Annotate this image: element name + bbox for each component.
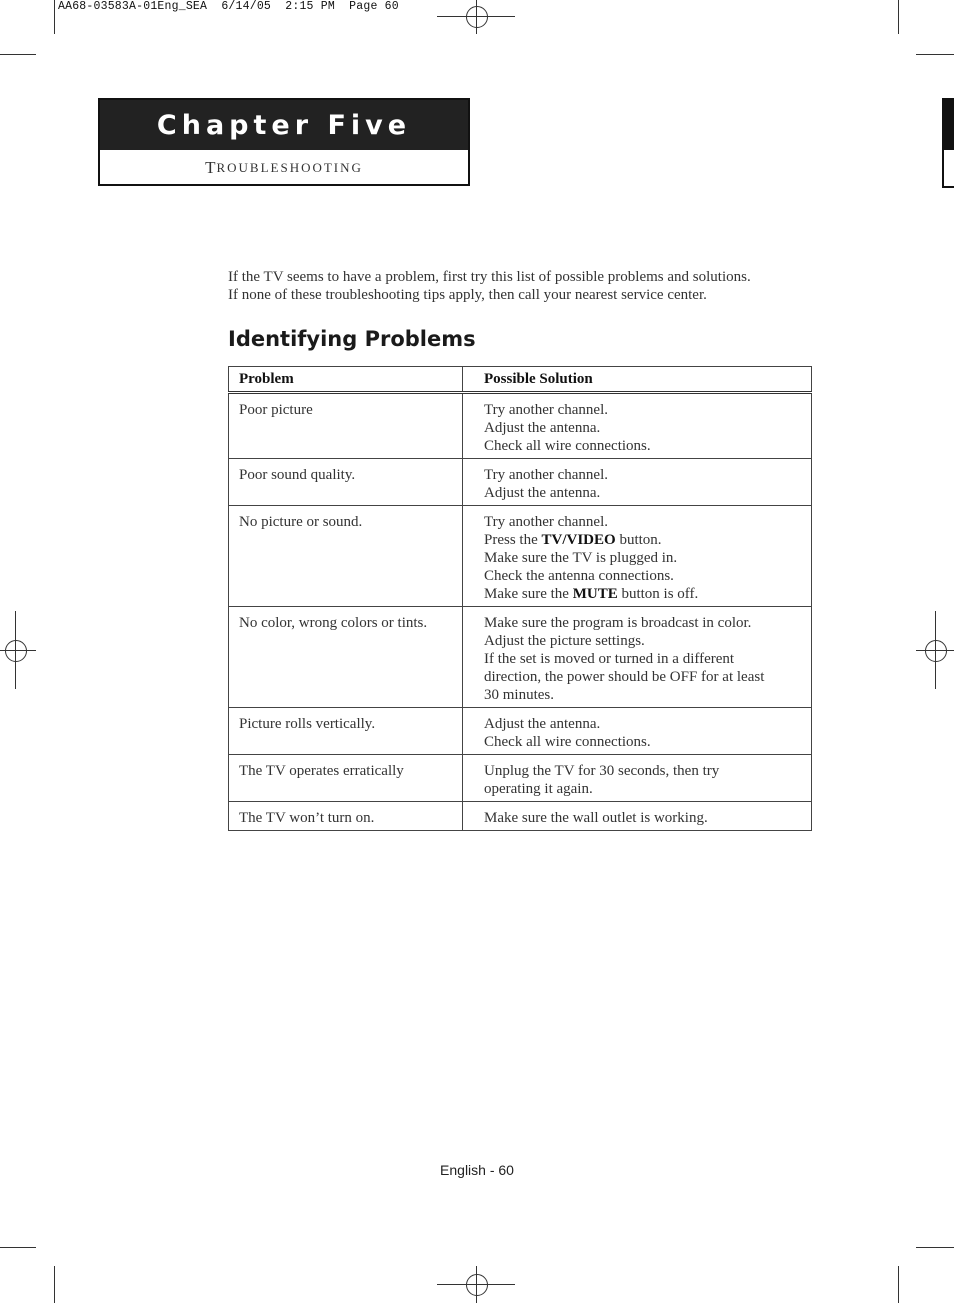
registration-mark-circle: [466, 6, 488, 28]
solution-cell: [463, 708, 812, 755]
solution-line: operating it again.: [484, 781, 593, 797]
crop-mark: [0, 1247, 36, 1248]
solution-line: direction, the power should be OFF for at least: [484, 669, 765, 685]
crop-mark: [898, 1266, 899, 1303]
chapter-subtitle: T ROUBLESHOOTING: [205, 158, 363, 177]
problem-column-header: Problem: [229, 367, 463, 393]
table-row: [229, 393, 812, 459]
troubleshooting-table: [228, 366, 812, 831]
chapter-side-tab: [942, 98, 954, 188]
chapter-title: Chapter Five: [100, 100, 468, 150]
problem-cell: No color, wrong colors or tints.: [229, 607, 463, 708]
problem-cell: The TV won’t turn on.: [229, 802, 463, 831]
problem-cell: No picture or sound.: [229, 506, 463, 607]
solution-line: Unplug the TV for 30 seconds, then try: [484, 763, 720, 779]
crop-mark: [916, 1247, 954, 1248]
solution-cell: [463, 393, 812, 459]
table-row: [229, 755, 812, 802]
table-row: [229, 459, 812, 506]
registration-mark-circle: [925, 640, 947, 662]
crop-mark: [54, 0, 55, 34]
problem-cell: The TV operates erratically: [229, 755, 463, 802]
table-row: [229, 708, 812, 755]
solution-cell: [463, 607, 812, 708]
solution-line: Make sure the MUTE button is off.: [484, 586, 699, 602]
registration-mark-circle: [5, 640, 27, 662]
solution-line: Adjust the antenna.: [484, 716, 601, 732]
intro-paragraph: If the TV seems to have a problem, first try this list of possible problems and solutions. If none of these troubleshooting tips apply, then call your nearest service center.: [228, 269, 751, 303]
section-title: Identifying Problems: [228, 327, 476, 351]
solution-line: 30 minutes.: [484, 687, 554, 703]
solution-line: Make sure the wall outlet is working.: [484, 810, 708, 826]
print-slug: AA68-03583A-01Eng_SEA 6/14/05 2:15 PM Page 60: [58, 0, 399, 13]
problem-cell: Poor sound quality.: [229, 459, 463, 506]
solution-line: Check all wire connections.: [484, 438, 651, 454]
chapter-header: [98, 98, 470, 186]
solution-line: Try another channel.: [484, 402, 608, 418]
crop-mark: [54, 1266, 55, 1303]
solution-cell: [463, 506, 812, 607]
solution-line: Adjust the antenna.: [484, 420, 601, 436]
page-footer: English - 60: [440, 1162, 514, 1178]
solution-line: Press the TV/VIDEO button.: [484, 532, 662, 548]
solution-line: Try another channel.: [484, 467, 608, 483]
solution-line: Check all wire connections.: [484, 734, 651, 750]
table-row: [229, 506, 812, 607]
crop-mark: [916, 54, 954, 55]
solution-cell: [463, 755, 812, 802]
solution-column-header: Possible Solution: [463, 367, 812, 393]
problem-cell: Poor picture: [229, 393, 463, 459]
solution-line: Make sure the TV is plugged in.: [484, 550, 678, 566]
solution-line: If the set is moved or turned in a different: [484, 651, 735, 667]
registration-mark-circle: [466, 1274, 488, 1296]
solution-cell: [463, 459, 812, 506]
problem-cell: Picture rolls vertically.: [229, 708, 463, 755]
solution-line: Try another channel.: [484, 514, 608, 530]
solution-line: Adjust the picture settings.: [484, 633, 645, 649]
table-header-row: [229, 367, 812, 393]
crop-mark: [898, 0, 899, 34]
table-row: [229, 802, 812, 831]
crop-mark: [0, 54, 36, 55]
solution-cell: [463, 802, 812, 831]
solution-line: Make sure the program is broadcast in color.: [484, 615, 752, 631]
solution-line: Check the antenna connections.: [484, 568, 674, 584]
solution-line: Adjust the antenna.: [484, 485, 601, 501]
table-row: [229, 607, 812, 708]
